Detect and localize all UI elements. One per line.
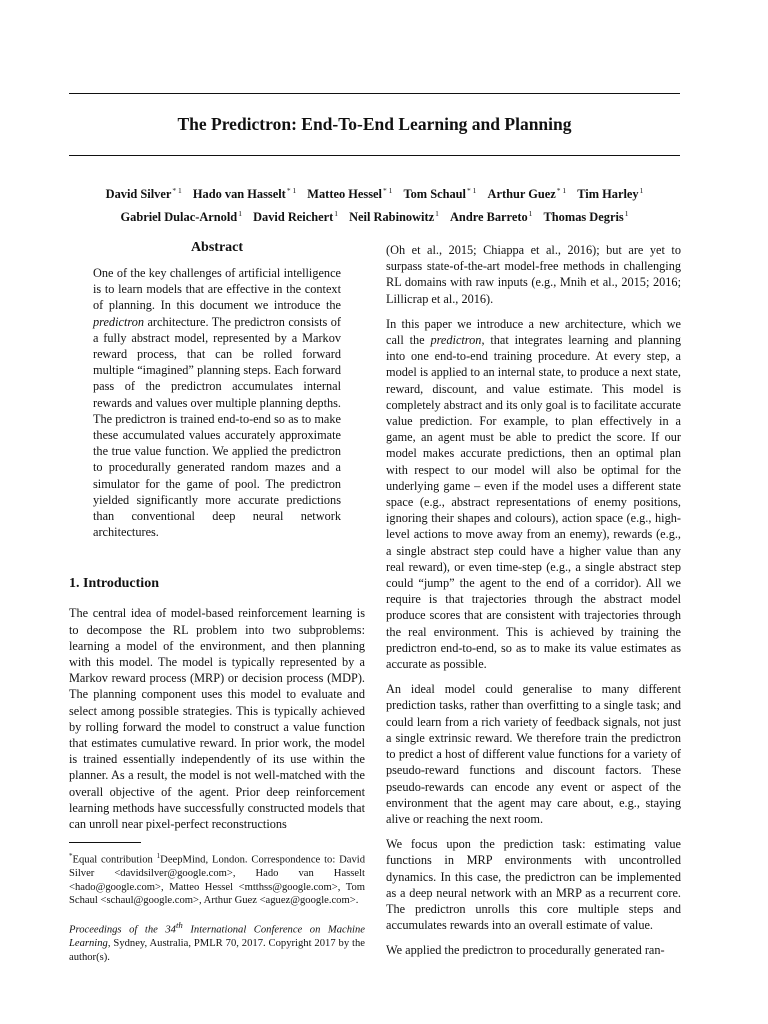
- author-affiliation: * 1: [172, 186, 182, 195]
- proceedings-edition: 34: [165, 924, 176, 936]
- title-bottom-rule: [69, 155, 680, 156]
- author-name: Tim Harley: [577, 187, 639, 202]
- author-affiliation: 1: [528, 209, 533, 219]
- right-column: [386, 242, 681, 968]
- footnote-rule: [69, 842, 141, 843]
- left-column: [69, 238, 365, 964]
- author: [403, 187, 476, 201]
- author-affiliation: 1: [334, 209, 338, 219]
- body-text: In this paper we introduce a new architecture, which we call the: [386, 316, 681, 348]
- footnote-text: Equal contribution: [72, 854, 157, 866]
- author-affiliation: 1: [624, 209, 629, 219]
- intro-paragraph: The central idea of model-based reinforcement learning is to decompose the RL problem into two subproblems: learning a model of the environment, and then planning with this model. The model is typically represented by a Markov reward process (MRP) or decision process (MDP). The planning component uses this model to evaluate and select among possible strategies. This is typically achieved by rolling forward the model to construct a value function that estimates cumulative reward. In prior work, the model is trained essentially independently of its use within the planner. As a result, the model is not well-matched with the overall objective of the agent. Prior deep reinforcement learning methods have successfully constructed models that can unroll near pixel-perfect reconstructions: [69, 606, 365, 832]
- author: [488, 187, 567, 201]
- proceedings-text: International Conference on Machine Learning: [69, 924, 365, 950]
- footnote-mark: 1: [156, 852, 161, 861]
- paper-title: The Predictron: End-To-End Learning and Planning: [177, 114, 572, 134]
- body-emphasis: predictron: [430, 333, 482, 348]
- author-affiliation: 1: [238, 209, 242, 219]
- author-name: David Silver: [105, 187, 172, 202]
- author-name: Hado van Hasselt: [192, 187, 286, 202]
- body-paragraph: An ideal model could generalise to many different prediction tasks, rather than overfitting to a single task; and could learn from a rich variety of feedback signals, not just a single extrinsic reward. We therefore train the predictron to predict a host of different value functions for a variety of pseudo-reward functions and discount factors. These pseudo-rewards can encode any event or aspect of the environment that the agent may care about, e.g., staying alive or reaching the next room.: [386, 682, 681, 826]
- proceedings-text: , Sydney, Australia, PMLR 70, 2017. Copyright 2017 by the author(s).: [69, 938, 365, 963]
- author: [577, 187, 643, 201]
- author: [450, 210, 532, 224]
- author-name: Thomas Degris: [543, 210, 624, 225]
- author-name: Gabriel Dulac-Arnold: [120, 210, 238, 225]
- body-paragraph: We applied the predictron to procedurally generated ran-: [386, 943, 665, 958]
- author-name: Neil Rabinowitz: [349, 210, 435, 225]
- author-affiliation: 1: [435, 209, 439, 219]
- author-name: Arthur Guez: [487, 187, 556, 202]
- proceedings-text: Proceedings of the: [69, 924, 166, 936]
- author-affiliation: * 1: [467, 186, 477, 195]
- footnote-text: DeepMind, London. Correspondence to: David Silver <davidsilver@google.com>, Hado van Hasselt <hado@google.com>, Matteo Hessel <mtthss@google.com>, Tom Schaul <schaul@google.com>, Arthur Guez <aguez@google.com>.: [69, 854, 365, 907]
- body-paragraph: We focus upon the prediction task: estimating value functions in MRP environments with uncontrolled dynamics. In this case, the predictron can be implemented as a deep neural network with an MRP as a recurrent core. The predictron unrolls this core multiple steps and accumulates rewards into an overall estimate of value.: [386, 837, 681, 933]
- author-affiliation: 1: [639, 186, 644, 195]
- author: [106, 187, 182, 201]
- author-affiliation: * 1: [556, 186, 567, 195]
- abstract-text: architecture. The predictron consists of a fully abstract model, represented by a Markov reward process, that can be rolled forward multiple “imagined” planning steps. Each forward pass of the predictron accumulates internal rewards and values over multiple planning depths. The predictron is trained end-to-end so as to make these accumulated values accurately approximate the true value function. We applied the predictron to procedurally generated random mazes and a simulator for the game of pool. The predictron yielded significantly more accurate predictions than conventional deep neural network architectures.: [93, 314, 341, 540]
- proceedings-ordinal: th: [175, 920, 183, 931]
- body-text: , that integrates learning and planning into one end-to-end training procedure. At every step, a model is applied to an internal state, to produce a next state, reward, discount, and value estimate. This model is completely abstract and its only goal is to facilitate accurate value prediction. For example, to plan effectively in a game, an agent must be able to predict the score. If our model makes accurate predictions, then an optimal plan with respect to our model will also be optimal for the underlying game – even if the model uses a different state space (e.g., abstract representations of enemy positions, ignoring their shapes and colours), action space (e.g., high-level actions to move away from an enemy), rewards (e.g., a single abstract step could have a higher value than any real reward), or even time-step (e.g., a single abstract step could “jump” the agent to the end of a corridor). All we require is that trajectories through the abstract model produce scores that are consistent with trajectories through the real environment. This is achieved by training the predictron end-to-end, so as to make its value estimates as accurate as possible.: [386, 333, 681, 672]
- author-name: Matteo Hessel: [307, 187, 382, 202]
- author-list: [69, 181, 680, 227]
- author: [253, 210, 338, 224]
- author: [349, 210, 439, 224]
- abstract-emphasis: predictron: [93, 314, 145, 329]
- author: [193, 187, 296, 201]
- author-name: David Reichert: [253, 210, 334, 225]
- body-paragraph: [386, 316, 681, 672]
- proceedings-note: [69, 919, 365, 964]
- author: [544, 210, 629, 224]
- author-name: Andre Barreto: [449, 210, 528, 225]
- abstract-body: [93, 265, 341, 540]
- abstract-text: One of the key challenges of artificial intelligence is to learn models that are effective in the context of planning. In this document we introduce the: [93, 266, 341, 313]
- top-rule: [69, 93, 680, 94]
- author: [307, 187, 392, 201]
- author-affiliation: * 1: [286, 186, 297, 195]
- body-paragraph: (Oh et al., 2015; Chiappa et al., 2016); but are yet to surpass state-of-the-art model-free methods in challenging RL domains with raw inputs (e.g., Mnih et al., 2015; 2016; Lillicrap et al., 2016).: [386, 243, 681, 306]
- footnote: [69, 850, 365, 907]
- author: [121, 210, 242, 224]
- abstract-heading: Abstract: [190, 240, 244, 255]
- author-name: Tom Schaul: [403, 187, 467, 202]
- section-heading-introduction: 1. Introduction: [69, 576, 159, 592]
- author-affiliation: * 1: [382, 186, 393, 195]
- footnote-mark: *: [69, 852, 73, 861]
